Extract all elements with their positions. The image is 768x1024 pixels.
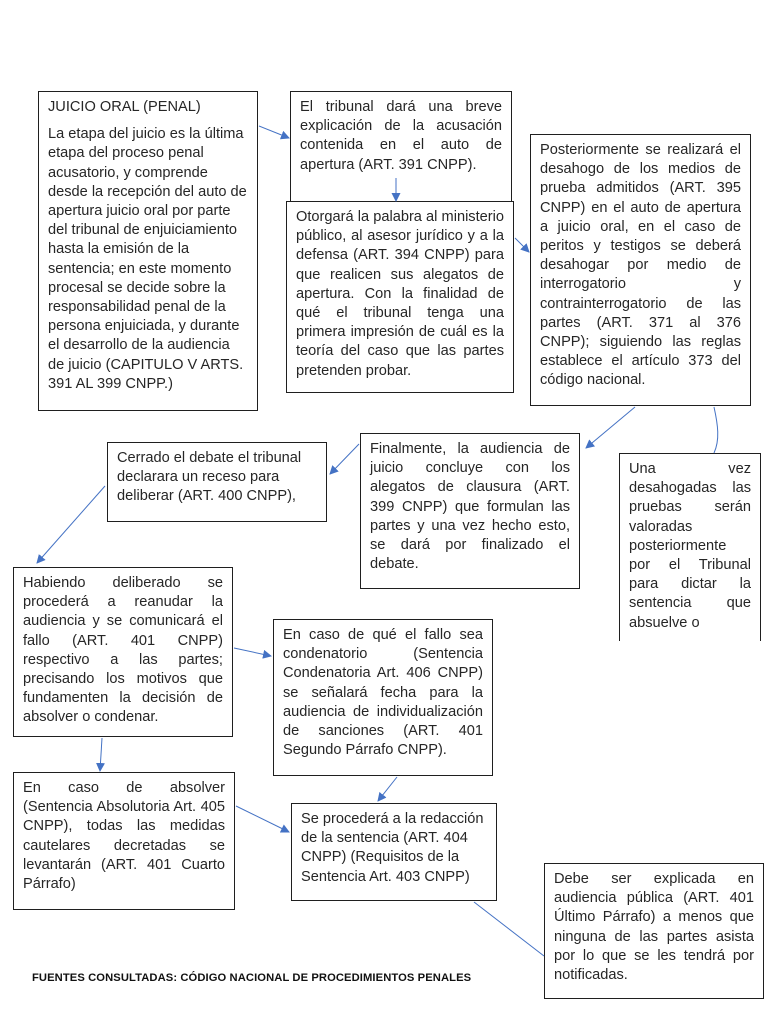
box-tribunal-explicacion-text: El tribunal dará una breve explicación de la acusación contenida en el auto de apertura (ART. 391 CNPP).	[300, 99, 502, 173]
arrow-desahogo-to-finalmente	[586, 407, 635, 448]
box-sentencia-absolutoria-text: En caso de absolver (Sentencia Absolutoria Art. 405 CNPP), todas las medidas cautelares decretadas se levantarán (ART. 401 Cuarto Párrafo)	[23, 780, 225, 893]
box-alegatos-apertura-text: Otorgará la palabra al ministerio público, al asesor jurídico y a la defensa (ART. 394 CNPP) para que realicen sus alegatos de apertura. Con la finalidad de qué el tribunal tenga una primera impresión de cuál es la teoría del caso que las partes pretenden probar.	[296, 209, 504, 379]
box-fallo-condenatorio-text: En caso de qué el fallo sea condenatorio (Sentencia Condenatoria Art. 406 CNPP) se señalará fecha para la audiencia de individualización de sanciones (ART. 401 Segundo Párrafo CNPP).	[283, 627, 483, 759]
footer-fuentes: FUENTES CONSULTADAS: CÓDIGO NACIONAL DE PROCEDIMIENTOS PENALES	[32, 972, 472, 984]
arrow-absolver-to-redaccion	[236, 806, 289, 832]
box-redaccion-sentencia-text: Se procederá a la redacción de la sentencia (ART. 404 CNPP) (Requisitos de la Sentencia Art. 403 CNPP)	[301, 811, 484, 885]
arrow-habiendo-to-absolver	[100, 738, 102, 771]
box-valoracion-pruebas-text: Una vez desahogadas las pruebas serán valoradas posteriormente por el Tribunal para dictar la sentencia que absuelve o	[629, 461, 751, 631]
box-juicio-oral-title: JUICIO ORAL (PENAL)	[48, 99, 201, 115]
connector-redaccion-to-explicada	[474, 902, 544, 956]
box-cerrado-debate-text: Cerrado el debate el tribunal declarara un receso para deliberar (ART. 400 CNPP),	[117, 450, 302, 505]
box-explicada-audiencia-text: Debe ser explicada en audiencia pública (ART. 401 Último Párrafo) a menos que ninguna de las partes asista por lo que se les tendrá por notificadas.	[554, 871, 754, 984]
box-reanudar-audiencia-text: Habiendo deliberado se procederá a reanudar la audiencia y se comunicará el fallo (ART. 401 CNPP) respectivo a las partes; precisando los motivos que fundamenten la decisión de absolver o condenar.	[23, 575, 223, 726]
box-desahogo-pruebas-text: Posteriormente se realizará el desahogo de los medios de prueba admitidos (ART. 395 CNPP) en el auto de apertura a juicio oral, en el caso de peritos y testigos se deberá desahogar por medio de interrogatorio y contrainterrogatorio de las partes (ART. 371 al 376 CNPP); siguiendo las reglas establece el artículo 373 del código nacional.	[540, 142, 741, 389]
box-alegatos-clausura-text: Finalmente, la audiencia de juicio concluye con los alegatos de clausura (ART. 399 CNPP) que formulan las partes y una vez hecho esto, se dará por finalizado el debate.	[370, 441, 570, 573]
arrow-cerrado-to-habiendo	[37, 486, 105, 563]
arrow-juicio-to-tribunal	[259, 126, 289, 138]
arrow-habiendo-to-condenatorio	[234, 648, 271, 656]
arrow-condenatorio-to-redaccion	[378, 777, 397, 801]
connector-desahogo-to-valoracion	[714, 407, 718, 453]
arrow-palabra-to-desahogo	[515, 238, 529, 252]
arrow-finalmente-to-cerrado	[330, 444, 359, 474]
box-juicio-oral-text: La etapa del juicio es la última etapa del proceso penal acusatorio, y comprende desde la recepción del auto de apertura juicio oral por parte del tribunal de enjuiciamiento hasta la emisión de la sentencia; en este momento procesal se decide sobre la responsabilidad penal de la persona enjuiciada, y durante el desarrollo de la audiencia de juicio (CAPITULO V ARTS. 391 AL 399 CNPP.)	[48, 126, 247, 392]
